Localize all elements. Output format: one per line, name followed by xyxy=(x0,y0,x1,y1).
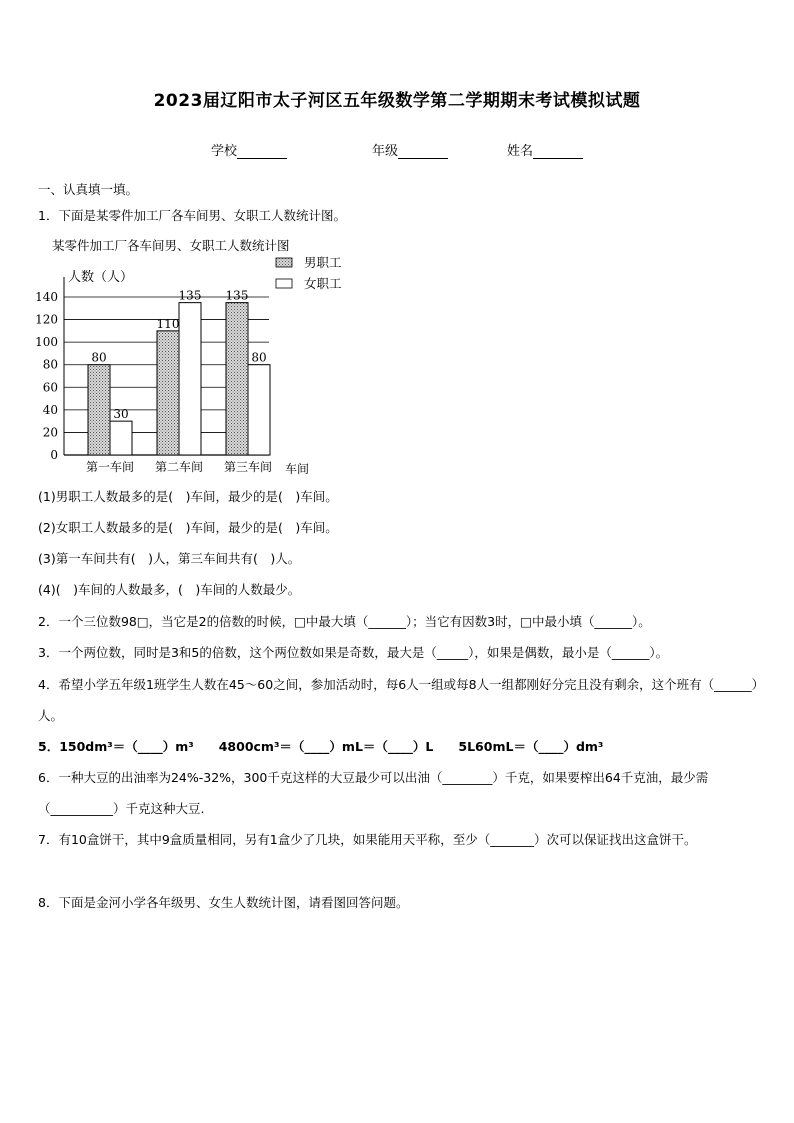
question-2: 2．一个三位数98□，当它是2的倍数的时候，□中最大填（______）；当它有因数3时，□中最小填（______）。 xyxy=(38,614,651,629)
y-tick-label: 40 xyxy=(42,402,58,417)
male-bar-3 xyxy=(226,303,248,455)
grade-field[interactable] xyxy=(372,140,448,159)
male-bar-1 xyxy=(88,365,110,455)
male-value-label-2: 110 xyxy=(156,316,180,331)
y-tick-label: 140 xyxy=(35,290,58,304)
male-bar-2 xyxy=(157,331,179,455)
female-bar-1 xyxy=(110,421,132,455)
question-8: 8．下面是金河小学各年级男、女生人数统计图，请看图回答问题。 xyxy=(38,895,409,910)
x-tick-label: 第一车间 xyxy=(85,460,135,474)
question-4: 4．希望小学五年级1班学生人数在45～60之间，参加活动时，每6人一组或每8人一组都刚好分完且没有剩余，这个班有（______）人。 xyxy=(38,677,758,723)
grade-blank[interactable] xyxy=(398,144,448,159)
grade-label: 年级 xyxy=(372,144,399,159)
name-blank[interactable] xyxy=(533,144,583,159)
female-bar-3 xyxy=(248,365,270,455)
male-value-label-3: 135 xyxy=(225,288,249,303)
legend-label-female: 女职工 xyxy=(304,276,342,291)
question-5: 5．150dm³＝（____）m³ 4800cm³＝（____）mL＝（____）L 5L60mL＝（____）dm³ xyxy=(38,739,604,754)
male-value-label-1: 80 xyxy=(91,350,107,365)
question-1-text: 1．下面是某零件加工厂各车间男、女职工人数统计图。 xyxy=(38,208,346,223)
school-label: 学校 xyxy=(211,144,238,159)
question-3: 3．一个两位数，同时是3和5的倍数，这个两位数如果是奇数，最大是（_____），如果是偶数，最小是（______）。 xyxy=(38,645,669,660)
question-1-sub-2: (2)女职工人数最多的是( )车间，最少的是( )车间。 xyxy=(38,520,338,535)
y-tick-label: 60 xyxy=(42,380,58,395)
female-bar-2 xyxy=(179,303,201,455)
name-field[interactable] xyxy=(507,140,583,159)
x-tick-label: 第二车间 xyxy=(154,460,204,474)
chart-title: 某零件加工厂各车间男、女职工人数统计图 xyxy=(52,238,290,253)
question-1-sub-3: (3)第一车间共有( )人，第三车间共有( )人。 xyxy=(38,551,301,566)
y-tick-label: 0 xyxy=(50,448,58,462)
question-1-sub-1: (1)男职工人数最多的是( )车间，最少的是( )车间。 xyxy=(38,489,338,504)
legend-swatch-male xyxy=(276,258,292,267)
legend-label-male: 男职工 xyxy=(304,255,342,270)
legend-swatch-female xyxy=(276,279,292,288)
y-tick-label: 20 xyxy=(42,425,58,440)
school-blank[interactable] xyxy=(237,144,287,159)
female-value-label-3: 80 xyxy=(251,350,267,365)
female-value-label-1: 30 xyxy=(113,407,129,422)
question-7: 7．有10盒饼干，其中9盒质量相同，另有1盒少了几块，如果能用天平称，至少（_______）次可以保证找出这盒饼干。 xyxy=(38,832,697,847)
y-tick-label: 100 xyxy=(35,335,58,350)
school-field[interactable] xyxy=(211,140,287,159)
question-6: 6．一种大豆的出油率为24%-32%，300千克这样的大豆最少可以出油（________）千克，如果要榨出64千克油，最少需（__________）千克这种大豆. xyxy=(38,770,709,816)
question-1-sub-4: (4)( )车间的人数最多，( )车间的人数最少。 xyxy=(38,582,301,597)
y-tick-label: 80 xyxy=(42,357,58,372)
name-label: 姓名 xyxy=(507,144,534,159)
female-value-label-2: 135 xyxy=(178,288,202,303)
page-title: 2023届辽阳市太子河区五年级数学第二学期期末考试模拟试题 xyxy=(153,91,641,111)
x-tick-label: 第三车间 xyxy=(223,460,273,474)
section-heading: 一、认真填一填。 xyxy=(38,182,139,197)
y-axis-label: 人数（人） xyxy=(68,270,134,285)
x-axis-label: 车间 xyxy=(285,462,310,476)
y-tick-label: 120 xyxy=(35,312,58,327)
